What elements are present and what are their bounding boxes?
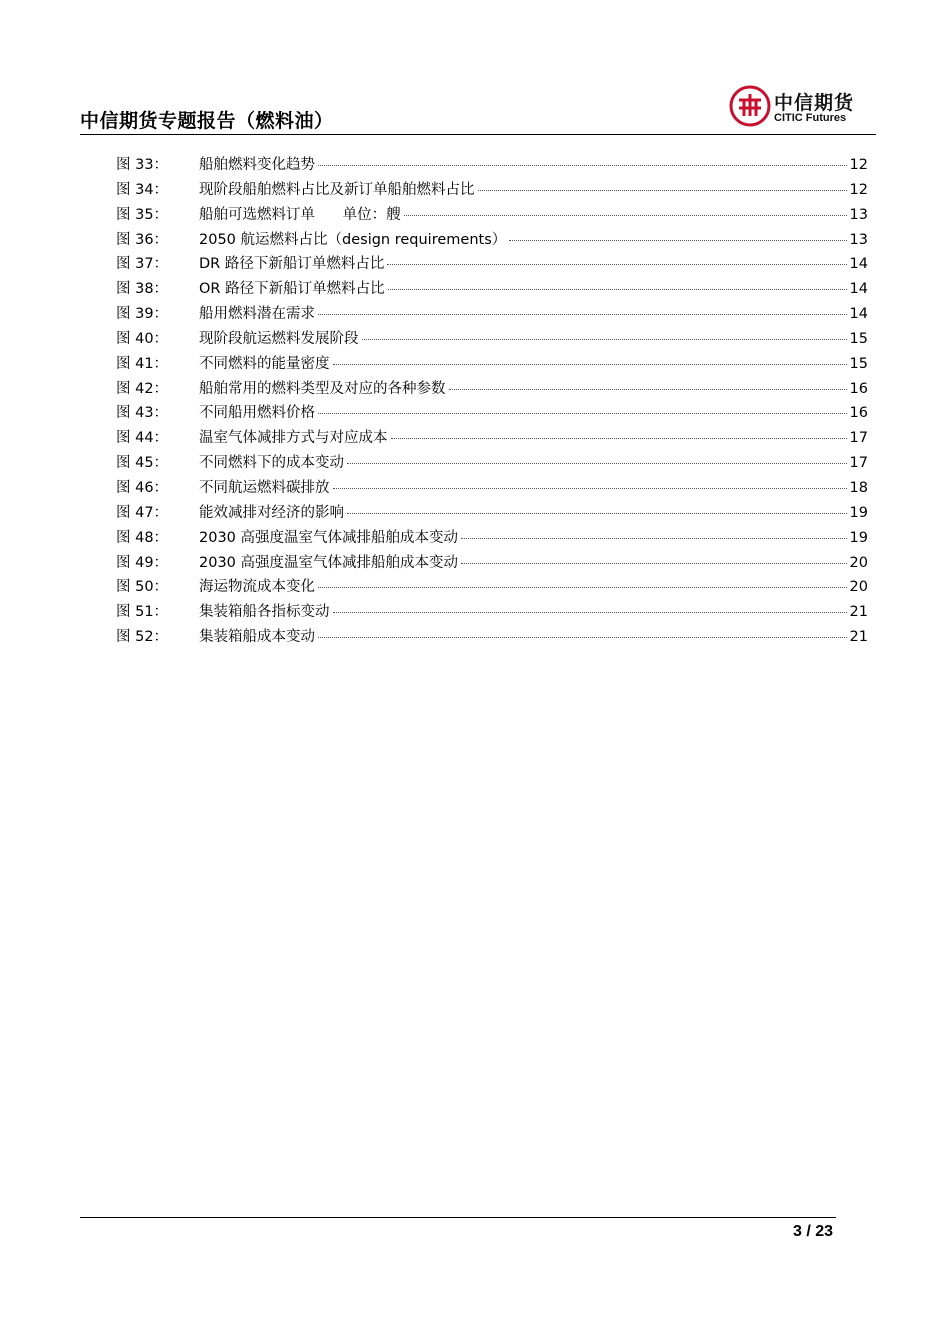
toc-entry-label: 图 34： [116,181,169,198]
toc-dot-leader [318,587,847,588]
toc-entry-label: 图 37： [116,256,169,273]
toc-entry-title[interactable]: 温室气体减排方式与对应成本 [199,430,388,447]
toc-entry-title[interactable]: 2030 高强度温室气体减排船舶成本变动 [199,554,459,571]
toc-entry-label: 图 43： [116,405,169,422]
toc-entry-label: 图 35： [116,206,169,223]
toc-entry-label: 图 49： [116,554,169,571]
toc-entry-title[interactable]: OR 路径下新船订单燃料占比 [199,281,385,298]
toc-entry[interactable] [116,153,868,178]
report-title: 中信期货专题报告（燃料油） [80,110,334,132]
toc-entry[interactable] [116,501,868,526]
header-divider [80,134,876,135]
toc-entry-title[interactable]: 船舶燃料变化趋势 [199,157,315,173]
toc-entry-page[interactable]: 16 [849,405,868,422]
toc-dot-leader [318,413,847,414]
toc-entry-page[interactable]: 15 [849,355,868,372]
toc-entry-page[interactable]: 16 [849,380,868,397]
figure-toc-list [116,153,868,650]
toc-entry-label: 图 44： [116,430,169,447]
toc-dot-leader [388,289,847,290]
toc-entry[interactable] [116,178,868,203]
toc-entry-title[interactable]: 不同燃料的能量密度 [199,355,330,372]
toc-entry[interactable] [116,203,868,228]
toc-entry-page[interactable]: 14 [849,281,868,298]
toc-entry-title[interactable]: 现阶段航运燃料发展阶段 [199,330,359,347]
toc-dot-leader [387,264,846,265]
toc-dot-leader [318,637,847,638]
toc-entry[interactable] [116,476,868,501]
toc-entry-title[interactable]: 能效减排对经济的影响 [199,504,344,521]
citic-logo-icon [728,84,772,128]
logo-name-cn: 中信期货 [774,92,855,114]
toc-entry-label: 图 50： [116,579,169,596]
toc-entry-page[interactable]: 17 [849,455,868,472]
toc-entry-label: 图 39： [116,306,169,323]
toc-entry-page[interactable]: 19 [849,504,868,521]
toc-entry-page[interactable]: 20 [849,579,868,596]
toc-entry-label: 图 45： [116,455,169,472]
toc-entry-label: 图 46： [116,479,169,496]
toc-entry-label: 图 52： [116,629,169,646]
toc-entry[interactable] [116,426,868,451]
toc-entry[interactable] [116,327,868,352]
toc-entry-page[interactable]: 18 [849,479,868,496]
toc-dot-leader [509,240,846,241]
toc-entry[interactable] [116,451,868,476]
toc-dot-leader [333,364,847,365]
toc-dot-leader [478,190,847,191]
toc-entry-page[interactable]: 13 [849,206,868,223]
toc-entry-label: 图 42： [116,380,169,397]
citic-logo [728,84,878,130]
toc-entry[interactable] [116,575,868,600]
toc-entry-page[interactable]: 12 [849,157,868,173]
toc-entry[interactable] [116,600,868,625]
toc-dot-leader [347,463,847,464]
toc-entry-page[interactable]: 14 [849,306,868,323]
toc-dot-leader [333,488,847,489]
toc-entry-page[interactable]: 19 [849,529,868,546]
toc-entry-page[interactable]: 12 [849,181,868,198]
toc-entry[interactable] [116,551,868,576]
toc-entry-label: 图 47： [116,504,169,521]
toc-entry[interactable] [116,352,868,377]
toc-dot-leader [404,215,847,216]
toc-entry[interactable] [116,625,868,650]
toc-entry-label: 图 48： [116,529,169,546]
toc-entry-title[interactable]: DR 路径下新船订单燃料占比 [199,256,385,273]
toc-entry-page[interactable]: 21 [849,604,868,621]
toc-dot-leader [362,339,847,340]
toc-entry-title[interactable]: 2030 高强度温室气体减排船舶成本变动 [199,529,459,546]
toc-entry-title[interactable]: 不同船用燃料价格 [199,405,315,422]
toc-entry-title[interactable]: 海运物流成本变化 [199,579,315,596]
toc-entry[interactable] [116,401,868,426]
toc-entry-label: 图 38： [116,281,169,298]
toc-entry-page[interactable]: 20 [849,554,868,571]
toc-dot-leader [333,612,847,613]
toc-entry-title[interactable]: 船舶常用的燃料类型及对应的各种参数 [199,380,446,397]
toc-dot-leader [347,513,847,514]
toc-entry-title[interactable]: 2050 航运燃料占比（design requirements） [199,231,507,248]
toc-entry[interactable] [116,302,868,327]
toc-entry-title[interactable]: 集装箱船成本变动 [199,629,315,646]
toc-entry[interactable] [116,228,868,253]
toc-dot-leader [318,165,847,166]
toc-entry-label: 图 36： [116,231,169,248]
footer-divider [80,1217,836,1218]
toc-entry-label: 图 41： [116,355,169,372]
toc-entry-label: 图 51： [116,604,169,621]
toc-entry-title[interactable]: 不同燃料下的成本变动 [199,455,344,472]
toc-entry[interactable] [116,277,868,302]
toc-entry-title[interactable]: 船用燃料潜在需求 [199,306,315,323]
toc-entry-title[interactable]: 船舶可选燃料订单 单位：艘 [199,206,401,223]
toc-entry-page[interactable]: 13 [849,231,868,248]
toc-entry-title[interactable]: 集装箱船各指标变动 [199,604,330,621]
page-number: 3 / 23 [792,1223,833,1240]
toc-entry-title[interactable]: 不同航运燃料碳排放 [199,479,330,496]
toc-dot-leader [318,314,847,315]
logo-name-en: CITIC Futures [774,112,847,124]
toc-entry[interactable] [116,526,868,551]
toc-entry-label: 图 33： [116,157,169,173]
toc-entry-title[interactable]: 现阶段船舶燃料占比及新订单船舶燃料占比 [199,181,475,198]
toc-dot-leader [461,563,847,564]
toc-entry[interactable] [116,252,868,277]
toc-dot-leader [461,538,847,539]
toc-dot-leader [449,389,847,390]
toc-entry-page[interactable]: 15 [849,330,868,347]
toc-entry[interactable] [116,377,868,402]
toc-entry-page[interactable]: 14 [849,256,868,273]
toc-entry-label: 图 40： [116,330,169,347]
toc-dot-leader [391,438,847,439]
toc-entry-page[interactable]: 17 [849,430,868,447]
toc-entry-page[interactable]: 21 [849,629,868,646]
